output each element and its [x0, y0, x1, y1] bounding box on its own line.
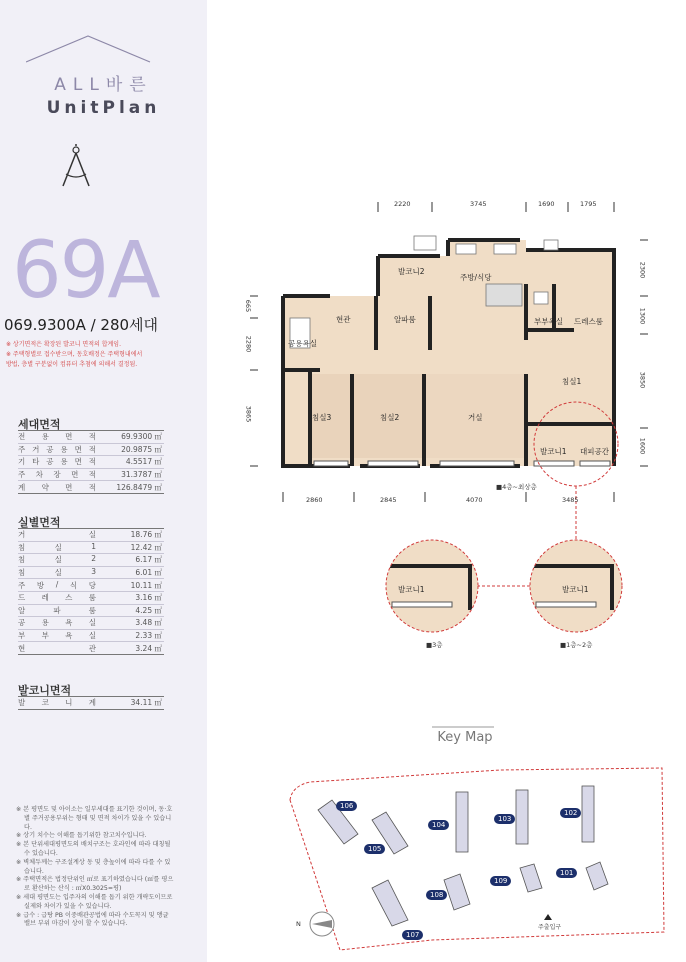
floor-note-1-2f: ■1층~2층 — [560, 641, 593, 649]
building-badge: 107 — [402, 930, 423, 940]
dimension-label: 1795 — [580, 200, 597, 208]
dimension-label: 3485 — [562, 496, 579, 504]
dimension-label: 2300 — [638, 261, 647, 279]
spaced-label: 알 파 룸 — [18, 605, 96, 615]
detail-balcony-label: 발코니1 — [398, 585, 425, 594]
spaced-label: 침 실 2 — [18, 554, 96, 565]
unit-area-units: 069.9300A / 280세대 — [4, 316, 159, 334]
room-label-bed1: 침실1 — [562, 377, 582, 386]
dimension-label: 1600 — [638, 437, 647, 455]
room-label-entrance: 현관 — [336, 315, 351, 324]
building-badge: 109 — [490, 876, 511, 886]
spaced-label: 부 부 욕 실 — [18, 631, 96, 641]
dimension-label: 665 — [244, 299, 253, 313]
disclaimer-line: ※ 주택면적은 법정단위인 ㎡로 표기하였습니다 (㎡를 평으로 환산하는 산식 : ㎡X0.3025=평) — [16, 876, 174, 893]
area-value: 4.25 ㎡ — [98, 604, 164, 617]
dimension-label: 2220 — [394, 200, 411, 208]
spaced-label: 침 실 3 — [18, 567, 96, 578]
area-value: 4.5517 ㎡ — [98, 456, 164, 469]
disclaimer-line: ※ 상기 치수는 이해를 돕기위한 참고치수입니다. — [16, 832, 147, 840]
keymap-title: Key Map — [437, 730, 493, 745]
area-value: 10.11 ㎡ — [98, 579, 164, 592]
spaced-label: 현 관 — [18, 643, 96, 653]
unit-code: 69A — [12, 226, 159, 316]
note-line: ※ 주택형별로 접수받으며, 동호배정은 주택형내에서 — [6, 351, 143, 358]
area-value: 2.33 ㎡ — [98, 629, 164, 642]
dimension-label: 4070 — [466, 496, 483, 504]
disclaimer-line: ※ 벽체두께는 구조설계상 동 및 층높이에 따라 다를 수 있습니다. — [16, 858, 171, 875]
disclaimer-line: ※ 본 평면도 및 아이소는 일부세대를 표기한 것이며, 동·호별 주거공용부위는 형태 및 면적 차이가 있을 수 있습니다. — [16, 806, 173, 831]
building-badge: 104 — [428, 820, 449, 830]
room-label-master-bath: 부부욕실 — [534, 317, 563, 326]
north-label: N — [296, 920, 301, 928]
spaced-label: 드 레 스 룸 — [18, 593, 96, 603]
building-badge: 101 — [556, 868, 577, 878]
spaced-label: 계 약 면 적 — [18, 482, 96, 492]
balcony-area-title: 발코니면적 — [18, 684, 72, 697]
disclaimer-line: ※ 본 단위세대평면도의 배치구조는 호라인에 따라 대칭될 수 있습니다. — [16, 841, 171, 857]
area-value: 126.8479 ㎡ — [98, 481, 164, 494]
spaced-label: 거 실 — [18, 530, 96, 540]
spaced-label: 주 방 / 식 당 — [18, 579, 96, 590]
room-label-refuge: 대피공간 — [580, 447, 609, 456]
dimension-label: 1300 — [638, 307, 647, 325]
floor-note-3f: ■3층 — [426, 641, 443, 649]
spaced-label: 주 거 공 용 면 적 — [18, 444, 96, 454]
detail-balcony-label: 발코니1 — [562, 585, 589, 594]
area-value: 31.3787 ㎡ — [98, 468, 164, 481]
spaced-label: 침 실 1 — [18, 541, 96, 552]
brand-subtitle: UnitPlan — [46, 98, 161, 118]
room-label-common-bath: 공용욕실 — [288, 339, 317, 348]
room-label-bed2: 침실2 — [380, 413, 400, 422]
area-value: 6.17 ㎡ — [98, 554, 164, 567]
room-area-title: 실별면적 — [18, 516, 61, 529]
floor-note-main: ■4층~최상층 — [496, 483, 537, 491]
dimension-label: 2845 — [380, 496, 397, 504]
room-label-balcony1: 발코니1 — [540, 447, 567, 456]
area-value: 6.01 ㎡ — [98, 566, 164, 579]
brand-title: ALL바른 — [54, 75, 153, 95]
building-badge: 108 — [426, 890, 447, 900]
room-label-living: 거실 — [468, 413, 483, 422]
main-entrance-label: 주출입구 — [538, 924, 562, 931]
dimension-label: 3850 — [638, 371, 647, 389]
room-label-bed3: 침실3 — [312, 413, 332, 422]
area-value: 3.48 ㎡ — [98, 617, 164, 630]
spaced-label: 발 코 니 계 — [18, 698, 96, 708]
area-value: 3.24 ㎡ — [98, 642, 164, 655]
spaced-label: 전 용 면 적 — [18, 432, 96, 442]
building-badge: 105 — [364, 844, 385, 854]
room-label-alpha: 알파룸 — [394, 315, 416, 324]
room-label-dress: 드레스룸 — [574, 317, 603, 326]
area-value: 69.9300 ㎡ — [98, 431, 164, 444]
area-value: 3.16 ㎡ — [98, 591, 164, 604]
area-value: 12.42 ㎡ — [98, 541, 164, 554]
dimension-label: 3745 — [470, 200, 487, 208]
dimension-label: 3865 — [244, 405, 253, 423]
building-badge: 106 — [336, 801, 357, 811]
room-label-kitchen: 주방/식당 — [460, 273, 492, 282]
spaced-label: 주 차 장 면 적 — [18, 470, 96, 480]
disclaimer-line: ※ 세대 평면도는 입주자의 이해를 돕기 위한 개략도이므로 실제와 차이가 있을 수 있습니다. — [16, 893, 173, 910]
household-area-title: 세대면적 — [18, 418, 61, 431]
dimension-label: 1690 — [538, 200, 555, 208]
note-line: ※ 상기면적은 확장된 발코니 면적의 합계임. — [6, 341, 122, 348]
building-badge: 102 — [560, 808, 581, 818]
building-badge: 103 — [494, 814, 515, 824]
area-value: 34.11 ㎡ — [98, 697, 164, 710]
area-value: 18.76 ㎡ — [98, 529, 164, 542]
dimension-label: 2860 — [306, 496, 323, 504]
spaced-label: 기 타 공 용 면 적 — [18, 457, 96, 467]
dimension-label: 2280 — [244, 335, 253, 353]
room-label-balcony2: 발코니2 — [398, 267, 425, 276]
area-value: 20.9875 ㎡ — [98, 443, 164, 456]
note-line: 방법, 층별 구분없이 컴퓨터 추첨에 의해서 결정됨. — [6, 361, 138, 368]
spaced-label: 공 용 욕 실 — [18, 618, 96, 628]
disclaimer-line: ※ 급수 : 급탕 PB 이중배관공법에 따라 수도꼭지 및 앵글밸브 부위 마감이 상이 할 수 있습니다. — [16, 911, 169, 928]
